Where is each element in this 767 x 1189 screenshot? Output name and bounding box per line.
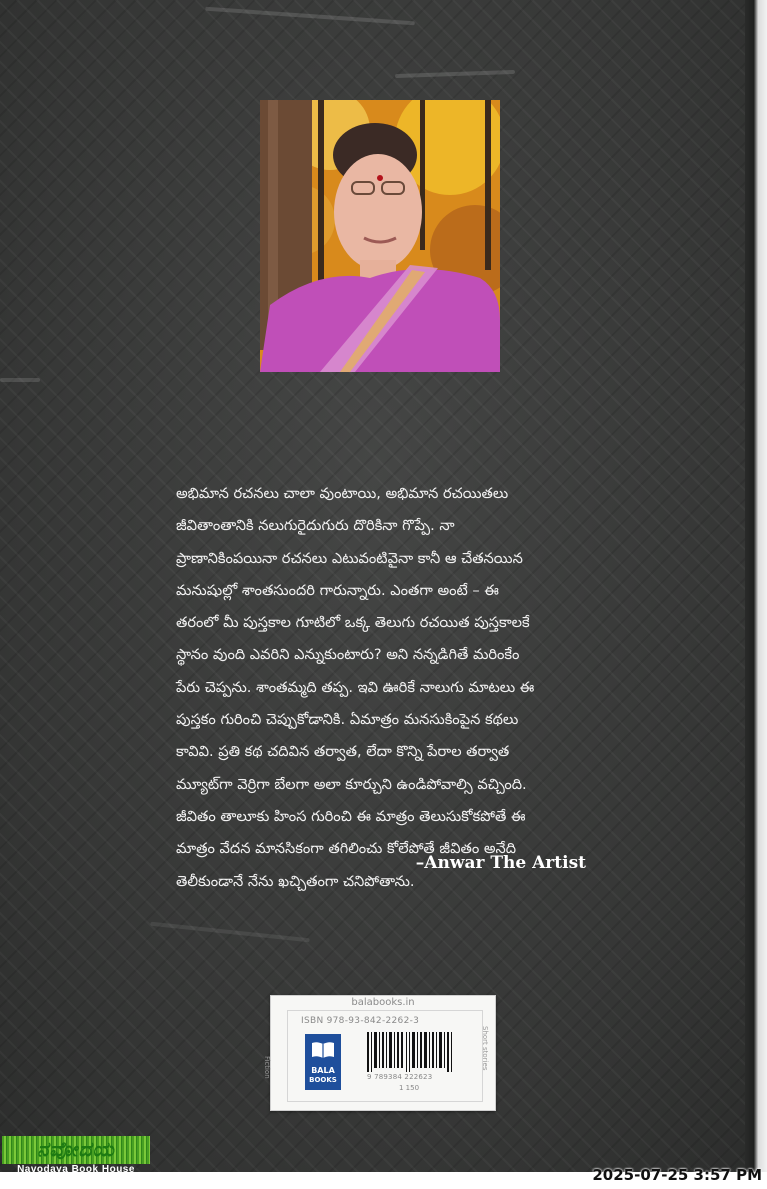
watermark-store-name: Navodaya Book House — [17, 1164, 135, 1175]
price-label: 1 150 — [399, 1084, 420, 1092]
publisher-website: balabooks.in — [351, 997, 415, 1008]
blurb-line: మ్యూట్‌గా వెర్రిగా బేలగా అలా కూర్చుని ఉండిపోవాల్సి వచ్చింది. — [176, 775, 527, 793]
blurb-line: పేరు చెప్పను. శాంతమ్మది తప్ప. ఇవి ఊరికే నాలుగు మాటలు ఈ — [176, 678, 535, 696]
barcode-image — [367, 1032, 453, 1072]
blurb-line: జీవితాంతానికి నలుగురైదుగురు దొరికినా గొప్పే. నా — [176, 517, 455, 535]
isbn-barcode-sticker — [263, 995, 496, 1111]
blurb-line: కావివి. ప్రతి కథ చదివిన తర్వాత, లేదా కొన్ని పేరాల తర్వాత — [176, 743, 510, 761]
back-cover-blurb — [176, 478, 586, 898]
category-label: Fiction — [263, 1056, 271, 1079]
blurb-line: మనుషుల్లో శాంతసుందరి గారున్నారు. ఎంతగా అంటే – ఈ — [176, 581, 499, 599]
scratch-mark — [0, 378, 40, 382]
publisher-logo — [305, 1034, 341, 1090]
isbn-number: ISBN 978-93-842-2262-3 — [301, 1016, 420, 1026]
blurb-line: స్థానం వుంది ఎవరిని ఎన్నుకుంటారు? అని నన్నడిగితే మరింకేం — [176, 646, 520, 664]
page-edge — [745, 0, 767, 1172]
barcode-digits: 9 789384 222623 — [367, 1073, 433, 1081]
open-book-icon — [311, 1040, 335, 1060]
logo-line-2: BOOKS — [309, 1076, 337, 1084]
logo-line-1: BALA — [311, 1066, 335, 1075]
photo-timestamp: 2025-07-25 3:57 PM — [592, 1166, 762, 1184]
author-photo — [260, 100, 500, 372]
blurb-line: పుస్తకం గురించి చెప్పుకోడానికి. ఏమాత్రం మనసుకింపైన కథలు — [176, 711, 519, 729]
blurb-line: తరంలో మీ పుస్తకాల గూటిలో ఒక్క తెలుగు రచయిత పుస్తకాలకే — [176, 614, 530, 632]
store-watermark — [2, 1136, 150, 1186]
watermark-since: Since...1990 — [40, 1175, 112, 1185]
blurb-line: అభిమాన రచనలు చాలా వుంటాయి, అభిమాన రచయితలు — [176, 485, 509, 502]
genre-label: Short stories — [481, 1026, 489, 1071]
blurb-attribution: –Anwar The Artist — [415, 853, 586, 873]
blurb-line: జీవితం తాలూకు హింస గురించి ఈ మాత్రం తెలుసుకోకపోతే ఈ — [176, 807, 526, 825]
blurb-line: తెలీకుండానే నేను ఖచ్చితంగా చనిపోతాను. — [176, 872, 415, 890]
watermark-logo-text: ನವೋದಯ — [37, 1137, 115, 1161]
blurb-line: మాత్రం వేదన మానసికంగా తగిలించు కోలేపోతే జీవితం అనేది — [176, 840, 517, 858]
blurb-line: ప్రాణానికింపయినా రచనలు ఎటువంటివైనా కానీ ఆ చేతనయిన — [176, 549, 523, 567]
